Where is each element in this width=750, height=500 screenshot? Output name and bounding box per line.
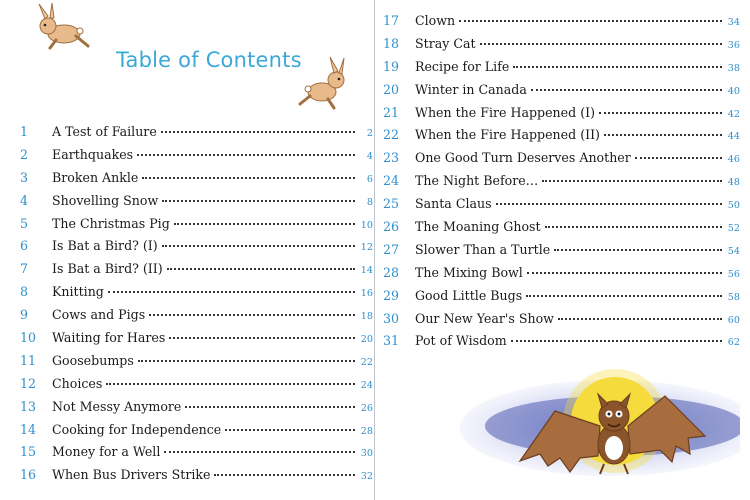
toc-entry-title: When Bus Drivers Strike xyxy=(52,467,211,483)
toc-entry-title: The Moaning Ghost xyxy=(415,219,541,235)
toc-entry-title: Goosebumps xyxy=(52,352,134,368)
toc-entry[interactable] xyxy=(383,285,740,308)
toc-entry-title: Choices xyxy=(52,375,103,391)
toc-entry-title: Stray Cat xyxy=(415,35,476,51)
dot-leader xyxy=(138,360,355,362)
toc-entry-page: 56 xyxy=(727,268,740,280)
toc-entry[interactable] xyxy=(20,373,373,396)
toc-entry-number: 11 xyxy=(20,352,37,368)
toc-entry-number: 28 xyxy=(383,264,400,280)
toc-entry-number: 16 xyxy=(20,467,37,483)
toc-entry-page: 20 xyxy=(360,334,373,346)
toc-entry-number: 23 xyxy=(383,150,400,166)
toc-entry-title: Cows and Pigs xyxy=(52,307,146,323)
dot-leader xyxy=(162,245,355,247)
dot-leader xyxy=(542,180,722,182)
toc-entry[interactable] xyxy=(383,33,740,56)
toc-entry-number: 26 xyxy=(383,219,400,235)
toc-entry-page: 34 xyxy=(727,17,740,28)
toc-entry-title: Winter in Canada xyxy=(415,81,527,97)
toc-entry-page: 48 xyxy=(727,177,740,189)
dot-leader xyxy=(149,314,355,316)
dot-leader xyxy=(526,295,722,297)
toc-entry-page: 18 xyxy=(360,311,373,323)
dot-leader xyxy=(167,268,355,270)
toc-left-column xyxy=(20,121,373,487)
toc-entry-number: 14 xyxy=(20,421,37,437)
toc-entry[interactable] xyxy=(383,147,740,170)
toc-entry-number: 18 xyxy=(383,35,400,51)
toc-entry-number: 25 xyxy=(383,196,400,212)
toc-entry-page: 2 xyxy=(366,128,373,139)
dot-leader xyxy=(527,272,722,274)
toc-entry[interactable] xyxy=(20,235,373,258)
toc-entry-title: Cooking for Independence xyxy=(52,421,222,437)
toc-entry-title: When the Fire Happened (I) xyxy=(415,104,595,120)
toc-entry-number: 22 xyxy=(383,127,400,143)
dot-leader xyxy=(137,154,355,156)
toc-entry-number: 19 xyxy=(383,58,400,74)
toc-entry-number: 20 xyxy=(383,81,400,97)
toc-entry[interactable] xyxy=(383,193,740,216)
dot-leader xyxy=(554,249,722,251)
dot-leader xyxy=(545,226,722,228)
dot-leader xyxy=(164,451,355,453)
toc-entry-page: 32 xyxy=(360,471,373,483)
toc-entry[interactable] xyxy=(383,124,740,147)
toc-entry-title: Santa Claus xyxy=(415,196,492,212)
toc-entry-number: 3 xyxy=(20,169,29,185)
dot-leader xyxy=(214,474,355,476)
toc-entry-title: Money for a Well xyxy=(52,444,161,460)
toc-entry-title: Knitting xyxy=(52,284,104,300)
toc-entry[interactable] xyxy=(20,190,373,213)
toc-entry-page: 8 xyxy=(366,196,373,208)
dot-leader xyxy=(635,157,722,159)
toc-entry[interactable] xyxy=(383,330,740,353)
toc-entry-title: A Test of Failure xyxy=(52,124,157,139)
toc-entry[interactable] xyxy=(20,121,373,144)
toc-entry-title: Waiting for Hares xyxy=(52,330,166,346)
toc-entry-number: 5 xyxy=(20,215,29,231)
toc-entry-page: 24 xyxy=(360,379,373,391)
dot-leader xyxy=(142,177,355,179)
toc-entry[interactable] xyxy=(20,441,373,464)
toc-entry-page: 14 xyxy=(360,265,373,277)
dot-leader xyxy=(513,66,722,68)
toc-entry-title: Good Little Bugs xyxy=(415,287,523,303)
toc-entry[interactable] xyxy=(20,464,373,487)
toc-entry-title: The Night Before… xyxy=(415,173,539,189)
toc-entry[interactable] xyxy=(383,10,740,33)
toc-entry-title: Broken Ankle xyxy=(52,169,139,185)
bat-illustration xyxy=(440,366,740,496)
toc-right-column xyxy=(383,10,740,353)
dot-leader xyxy=(558,318,722,320)
toc-entry-page: 30 xyxy=(360,448,373,460)
toc-entry-number: 21 xyxy=(383,104,400,120)
dot-leader xyxy=(174,223,355,225)
toc-entry-number: 15 xyxy=(20,444,37,460)
toc-entry[interactable] xyxy=(20,167,373,190)
toc-entry[interactable] xyxy=(20,281,373,304)
toc-entry[interactable] xyxy=(383,262,740,285)
toc-entry-number: 31 xyxy=(383,333,400,349)
toc-entry-title: Shovelling Snow xyxy=(52,192,159,208)
toc-entry-title: When the Fire Happened (II) xyxy=(415,127,600,143)
toc-entry-page: 26 xyxy=(360,402,373,414)
toc-entry-page: 52 xyxy=(727,223,740,235)
dot-leader xyxy=(480,43,722,45)
toc-entry-page: 62 xyxy=(727,337,740,349)
toc-entry-title: The Mixing Bowl xyxy=(415,264,523,280)
toc-entry-title: Slower Than a Turtle xyxy=(415,241,551,257)
rabbit-illustration xyxy=(296,54,356,110)
toc-entry[interactable] xyxy=(20,327,373,350)
toc-entry-title: Recipe for Life xyxy=(415,58,510,74)
toc-entry[interactable] xyxy=(383,56,740,79)
toc-entry-page: 58 xyxy=(727,291,740,303)
toc-entry-page: 6 xyxy=(366,173,373,185)
toc-entry-page: 10 xyxy=(360,219,373,231)
toc-entry-page: 4 xyxy=(366,150,373,162)
dot-leader xyxy=(106,383,355,385)
toc-entry-page: 54 xyxy=(727,245,740,257)
toc-entry-title: Is Bat a Bird? (I) xyxy=(52,238,158,254)
toc-entry-page: 16 xyxy=(360,288,373,300)
toc-entry-number: 12 xyxy=(20,375,37,391)
dot-leader xyxy=(459,20,722,22)
toc-entry-page: 50 xyxy=(727,200,740,212)
toc-entry-title: Earthquakes xyxy=(52,146,134,162)
toc-entry-number: 1 xyxy=(20,124,29,139)
toc-entry[interactable] xyxy=(20,419,373,442)
toc-entry[interactable] xyxy=(20,213,373,236)
toc-entry-number: 9 xyxy=(20,307,29,323)
toc-entry-number: 2 xyxy=(20,146,29,162)
toc-entry-page: 42 xyxy=(727,108,740,120)
dot-leader xyxy=(531,89,722,91)
toc-entry-number: 13 xyxy=(20,398,37,414)
toc-entry-title: Not Messy Anymore xyxy=(52,398,182,414)
toc-entry-title: The Christmas Pig xyxy=(52,215,170,231)
toc-entry-number: 17 xyxy=(383,13,400,28)
toc-entry-number: 8 xyxy=(20,284,29,300)
toc-entry-number: 7 xyxy=(20,261,29,277)
toc-entry[interactable] xyxy=(20,396,373,419)
toc-entry-page: 12 xyxy=(360,242,373,254)
dot-leader xyxy=(162,200,355,202)
toc-entry-page: 44 xyxy=(727,131,740,143)
toc-entry-title: Pot of Wisdom xyxy=(415,333,507,349)
toc-entry-title: One Good Turn Deserves Another xyxy=(415,150,631,166)
toc-entry-page: 40 xyxy=(727,85,740,97)
toc-entry-page: 28 xyxy=(360,425,373,437)
toc-entry-page: 38 xyxy=(727,62,740,74)
toc-entry-number: 6 xyxy=(20,238,29,254)
toc-entry-number: 29 xyxy=(383,287,400,303)
toc-entry-title: Is Bat a Bird? (II) xyxy=(52,261,163,277)
toc-entry-number: 24 xyxy=(383,173,400,189)
dot-leader xyxy=(185,406,355,408)
toc-entry[interactable] xyxy=(383,170,740,193)
toc-entry-title: Clown xyxy=(415,13,456,28)
dot-leader xyxy=(496,203,722,205)
toc-entry-number: 27 xyxy=(383,241,400,257)
toc-entry[interactable] xyxy=(20,144,373,167)
toc-entry[interactable] xyxy=(20,350,373,373)
toc-entry-number: 30 xyxy=(383,310,400,326)
toc-entry[interactable] xyxy=(383,79,740,102)
toc-entry-number: 10 xyxy=(20,330,37,346)
toc-entry[interactable] xyxy=(20,304,373,327)
dot-leader xyxy=(161,131,355,133)
toc-entry[interactable] xyxy=(383,216,740,239)
toc-entry[interactable] xyxy=(383,239,740,262)
toc-entry-title: Our New Year's Show xyxy=(415,310,554,326)
dot-leader xyxy=(225,429,355,431)
toc-entry[interactable] xyxy=(383,102,740,125)
page-title: Table of Contents xyxy=(116,48,302,72)
column-divider xyxy=(374,0,375,500)
toc-entry-page: 46 xyxy=(727,154,740,166)
toc-entry-page: 60 xyxy=(727,314,740,326)
toc-entry[interactable] xyxy=(20,258,373,281)
dot-leader xyxy=(169,337,355,339)
toc-entry-page: 22 xyxy=(360,356,373,368)
dot-leader xyxy=(604,134,722,136)
dot-leader xyxy=(511,340,722,342)
toc-entry-number: 4 xyxy=(20,192,29,208)
toc-entry-page: 36 xyxy=(727,39,740,51)
dot-leader xyxy=(108,291,355,293)
dot-leader xyxy=(599,112,722,114)
toc-entry[interactable] xyxy=(383,308,740,331)
rabbit-illustration xyxy=(30,2,94,52)
